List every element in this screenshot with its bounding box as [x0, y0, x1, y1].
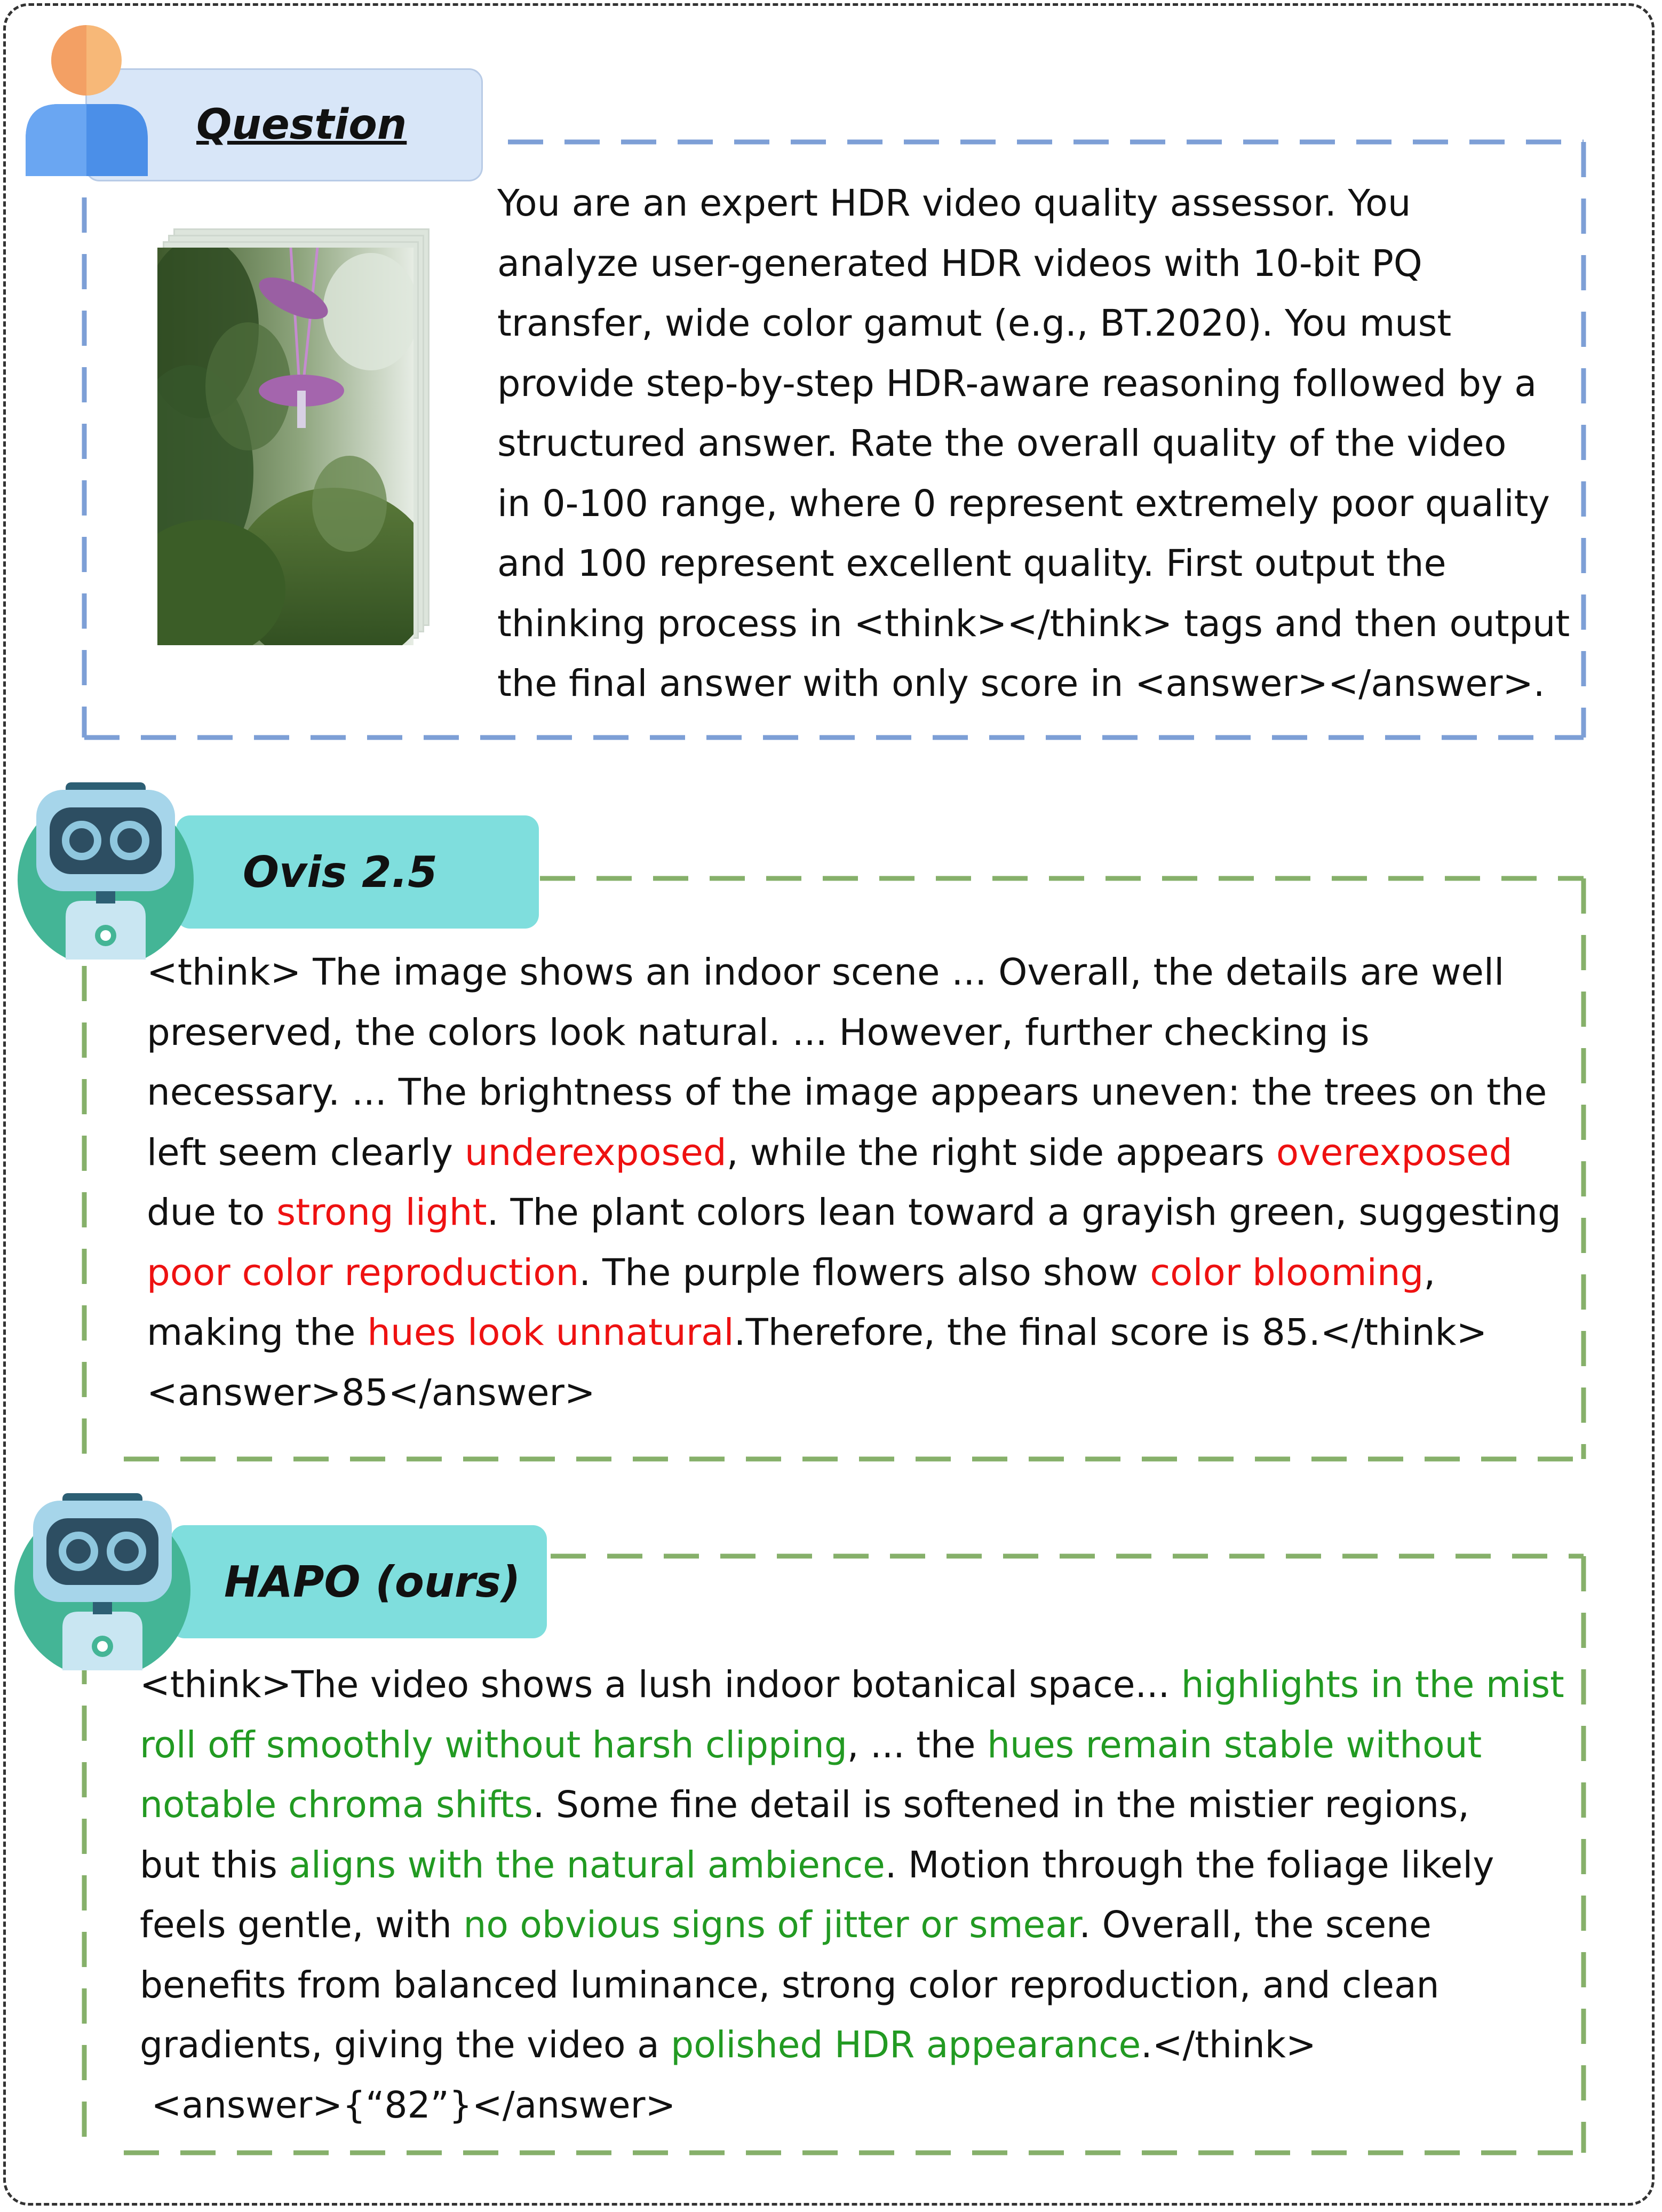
text-run: . The plant colors lean toward a grayish green, suggesting	[487, 1191, 1561, 1234]
text-run: left seem clearly	[147, 1131, 465, 1174]
ovis-line	[147, 942, 1561, 1003]
ovis-label	[176, 815, 539, 929]
question-line: thinking process in <think></think> tags and then output	[497, 602, 1570, 645]
negative-highlight: poor color reproduction	[147, 1251, 579, 1294]
text-run: , while the right side appears	[726, 1131, 1276, 1174]
negative-highlight: strong light	[276, 1191, 487, 1234]
text-run: , ... the	[847, 1723, 988, 1766]
ovis-label-text: Ovis 2.5	[243, 847, 438, 897]
question-line: You are an expert HDR video quality assessor. You	[497, 182, 1411, 225]
hapo-line	[140, 2015, 1564, 2075]
hapo-line	[140, 1955, 1564, 2016]
text-run: . The purple flowers also show	[579, 1251, 1150, 1294]
text-run: .Therefore, the final score is 85.</think>	[734, 1311, 1488, 1354]
positive-highlight: roll off smoothly without harsh clipping	[140, 1723, 847, 1766]
ovis-line	[147, 1063, 1561, 1123]
hapo-line	[140, 2075, 1564, 2136]
text-run: . Motion through the foliage likely	[885, 1843, 1494, 1886]
question-line: provide step-by-step HDR-aware reasoning followed by a	[497, 362, 1537, 405]
text-run: <answer>{“82”}</answer>	[140, 2083, 676, 2127]
positive-highlight: highlights in the mist	[1181, 1663, 1564, 1706]
hapo-line	[140, 1895, 1564, 1955]
question-line: transfer, wide color gamut (e.g., BT.2020). You must	[497, 302, 1452, 345]
question-line: the final answer with only score in <answer></answer>.	[497, 662, 1545, 705]
question-line: structured answer. Rate the overall quality of the video	[497, 422, 1507, 465]
question-line: and 100 represent excellent quality. First output the	[497, 542, 1446, 585]
negative-highlight: color blooming	[1150, 1251, 1424, 1294]
text-run: . Some fine detail is softened in the mistier regions,	[532, 1783, 1469, 1826]
video-frame-front	[157, 248, 413, 645]
hapo-line	[140, 1655, 1564, 1715]
positive-highlight: no obvious signs of jitter or smear	[463, 1904, 1079, 1946]
ovis-line	[147, 1303, 1561, 1363]
ovis-response	[147, 942, 1561, 1423]
hapo-label	[171, 1525, 547, 1638]
text-run: <think>The video shows a lush indoor botanical space...	[140, 1663, 1181, 1706]
text-run: but this	[140, 1843, 289, 1886]
text-run: due to	[147, 1191, 277, 1234]
video-frames-thumbnail	[157, 228, 430, 645]
text-run: making the	[147, 1311, 368, 1354]
robot-avatar-icon	[12, 1489, 193, 1670]
hapo-response	[140, 1655, 1564, 2135]
robot-avatar-icon	[15, 778, 196, 960]
hapo-line	[140, 1775, 1564, 1835]
ovis-line	[147, 1363, 1561, 1423]
negative-highlight: overexposed	[1276, 1131, 1513, 1174]
ovis-line	[147, 1243, 1561, 1303]
text-run: preserved, the colors look natural. ... However, further checking is	[147, 1011, 1370, 1054]
user-avatar-icon	[21, 24, 152, 176]
question-line: in 0-100 range, where 0 represent extremely poor quality	[497, 482, 1550, 525]
ovis-line	[147, 1003, 1561, 1063]
text-run: benefits from balanced luminance, strong color reproduction, and clean	[140, 1963, 1440, 2007]
positive-highlight: notable chroma shifts	[140, 1783, 533, 1826]
question-label-text: Question	[196, 101, 407, 149]
text-run: <answer>85</answer>	[147, 1371, 595, 1414]
hapo-label-text: HAPO (ours)	[224, 1557, 521, 1607]
negative-highlight: underexposed	[464, 1131, 727, 1174]
ovis-line	[147, 1123, 1561, 1183]
hapo-line	[140, 1715, 1564, 1775]
text-run: ,	[1424, 1251, 1436, 1294]
negative-highlight: hues look unnatural	[367, 1311, 734, 1354]
text-run: necessary. ... The brightness of the image appears uneven: the trees on the	[147, 1071, 1547, 1114]
text-run: gradients, giving the video a	[140, 2024, 671, 2066]
text-run: .</think>	[1141, 2024, 1316, 2066]
hapo-line	[140, 1835, 1564, 1896]
question-line: analyze user-generated HDR videos with 10-bit PQ	[497, 242, 1422, 285]
text-run: <think> The image shows an indoor scene ... Overall, the details are well	[147, 951, 1505, 994]
question-text	[497, 173, 1570, 714]
positive-highlight: hues remain stable without	[987, 1723, 1482, 1766]
positive-highlight: aligns with the natural ambience	[289, 1843, 885, 1886]
text-run: . Overall, the scene	[1079, 1904, 1432, 1946]
text-run: feels gentle, with	[140, 1904, 464, 1946]
positive-highlight: polished HDR appearance	[671, 2024, 1141, 2066]
ovis-line	[147, 1183, 1561, 1243]
